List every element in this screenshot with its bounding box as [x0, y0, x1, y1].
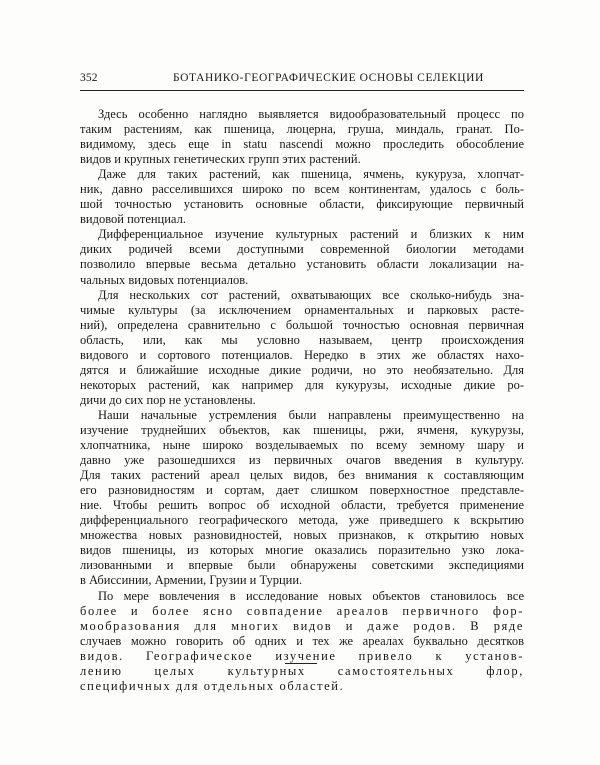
text-line: Для таких растений ареал целых видов, без внимания к составляющим: [80, 468, 524, 483]
text-line: случаев можно говорить об одних и тех же ареалах буквально десятков: [80, 633, 524, 648]
text-line: дичи до сих пор не установлены.: [80, 392, 256, 407]
text-line: Здесь особенно наглядно выявляется видообразовательный процесс по: [98, 107, 524, 121]
text-line: чимые культуры (за исключением орнаментальных и парковых расте-: [80, 302, 524, 317]
paragraph-2: [80, 167, 524, 227]
text-line: Дифференциальное изучение культурных растений и близких к ним: [98, 227, 524, 242]
paragraph-4: [80, 288, 524, 408]
paragraph-3: [80, 227, 524, 287]
text-line: лению целых культурных самостоятельных флор,: [80, 663, 524, 678]
text-line: видов и крупных генетических групп этих растений.: [80, 152, 361, 167]
text-line: позволило впервые весьма детально установить области локализации на-: [80, 257, 524, 272]
running-title: БОТАНИКО-ГЕОГРАФИЧЕСКИЕ ОСНОВЫ СЕЛЕКЦИИ: [173, 72, 484, 84]
text-line: По мере вовлечения в исследование новых объектов становилось все: [98, 588, 524, 603]
text-line: ний), определена сравнительно с большой точностью основная первичная: [80, 317, 524, 332]
page-number: 352: [80, 72, 98, 84]
paragraph-5: [80, 408, 524, 589]
text-line: видовой потенциал.: [80, 212, 186, 227]
paragraph-1: [80, 107, 524, 167]
text-line: более и более ясно совпадение ареалов первичного фор-: [80, 603, 524, 618]
text-line: Наши начальные устремления были направлены преимущественно на: [98, 407, 524, 422]
text-line: видов. Географическое изучение привело к установ-: [80, 648, 524, 663]
text-line: область, или, как мы условно называем, центр происхождения: [80, 332, 524, 347]
text-line: видового и сортового потенциалов. Нередко в этих же областях нахо-: [80, 347, 524, 362]
text-line: множества новых разновидностей, новых признаков, к открытию новых: [80, 528, 524, 543]
text-line: диких родичей всеми доступными современной биологии методами: [80, 242, 524, 257]
text-line: таким растениям, как пшеница, люцерна, груша, миндаль, гранат. По-: [80, 122, 524, 137]
text-line: в Абиссинии, Армении, Грузии и Турции.: [80, 573, 303, 588]
text-line: специфичных для отдельных областей.: [80, 678, 345, 693]
text-line: лизованными и впервые были обнаружены советскими экспедициями: [80, 558, 524, 573]
body-text: [80, 107, 524, 694]
section-end-rule: [285, 663, 317, 664]
page-header: [80, 72, 524, 88]
text-line: давно уже разошедшихся из первичных очагов введения в культуру.: [80, 453, 524, 468]
text-line: чальных видовых потенциалов.: [80, 272, 249, 287]
text-line: некоторых растений, как например для кукурузы, исходные дикие ро-: [80, 377, 524, 392]
text-line: видимому, здесь еще in statu nascendi можно проследить обособление: [80, 137, 524, 152]
header-rule: [80, 90, 524, 91]
text-line: видов пшеницы, из которых многие оказались поразительно узко лока-: [80, 543, 524, 558]
text-line: Для нескольких сот растений, охватывающих все сколько-нибудь зна-: [98, 287, 524, 302]
text-line: Даже для таких растений, как пшеница, ячмень, кукуруза, хлопчат-: [98, 167, 524, 182]
text-line: дифференциального географического метода, уже приведшего к вскрытию: [80, 513, 524, 528]
text-line: изучение труднейших объектов, как пшеницы, ржи, ячменя, кукурузы,: [80, 422, 524, 437]
text-line: шой точностью установить основные области, фиксирующие первичный: [80, 197, 524, 212]
text-line: ние. Чтобы решить вопрос об исходной области, требуется применение: [80, 498, 524, 513]
text-line: ник, давно расселившихся широко по всем континентам, удалось с боль-: [80, 182, 524, 197]
text-line: хлопчатника, ныне широко возделываемых по всему земному шару и: [80, 438, 524, 453]
text-line: его разновидностям и сортам, дает слишком поверхностное представле-: [80, 483, 524, 498]
text-line: мообразования для многих видов и даже родов. В ряде: [80, 618, 524, 633]
text-line: дятся и ближайшие исходные дикие родичи, но это необязательно. Для: [80, 362, 524, 377]
paragraph-6: [80, 589, 524, 694]
